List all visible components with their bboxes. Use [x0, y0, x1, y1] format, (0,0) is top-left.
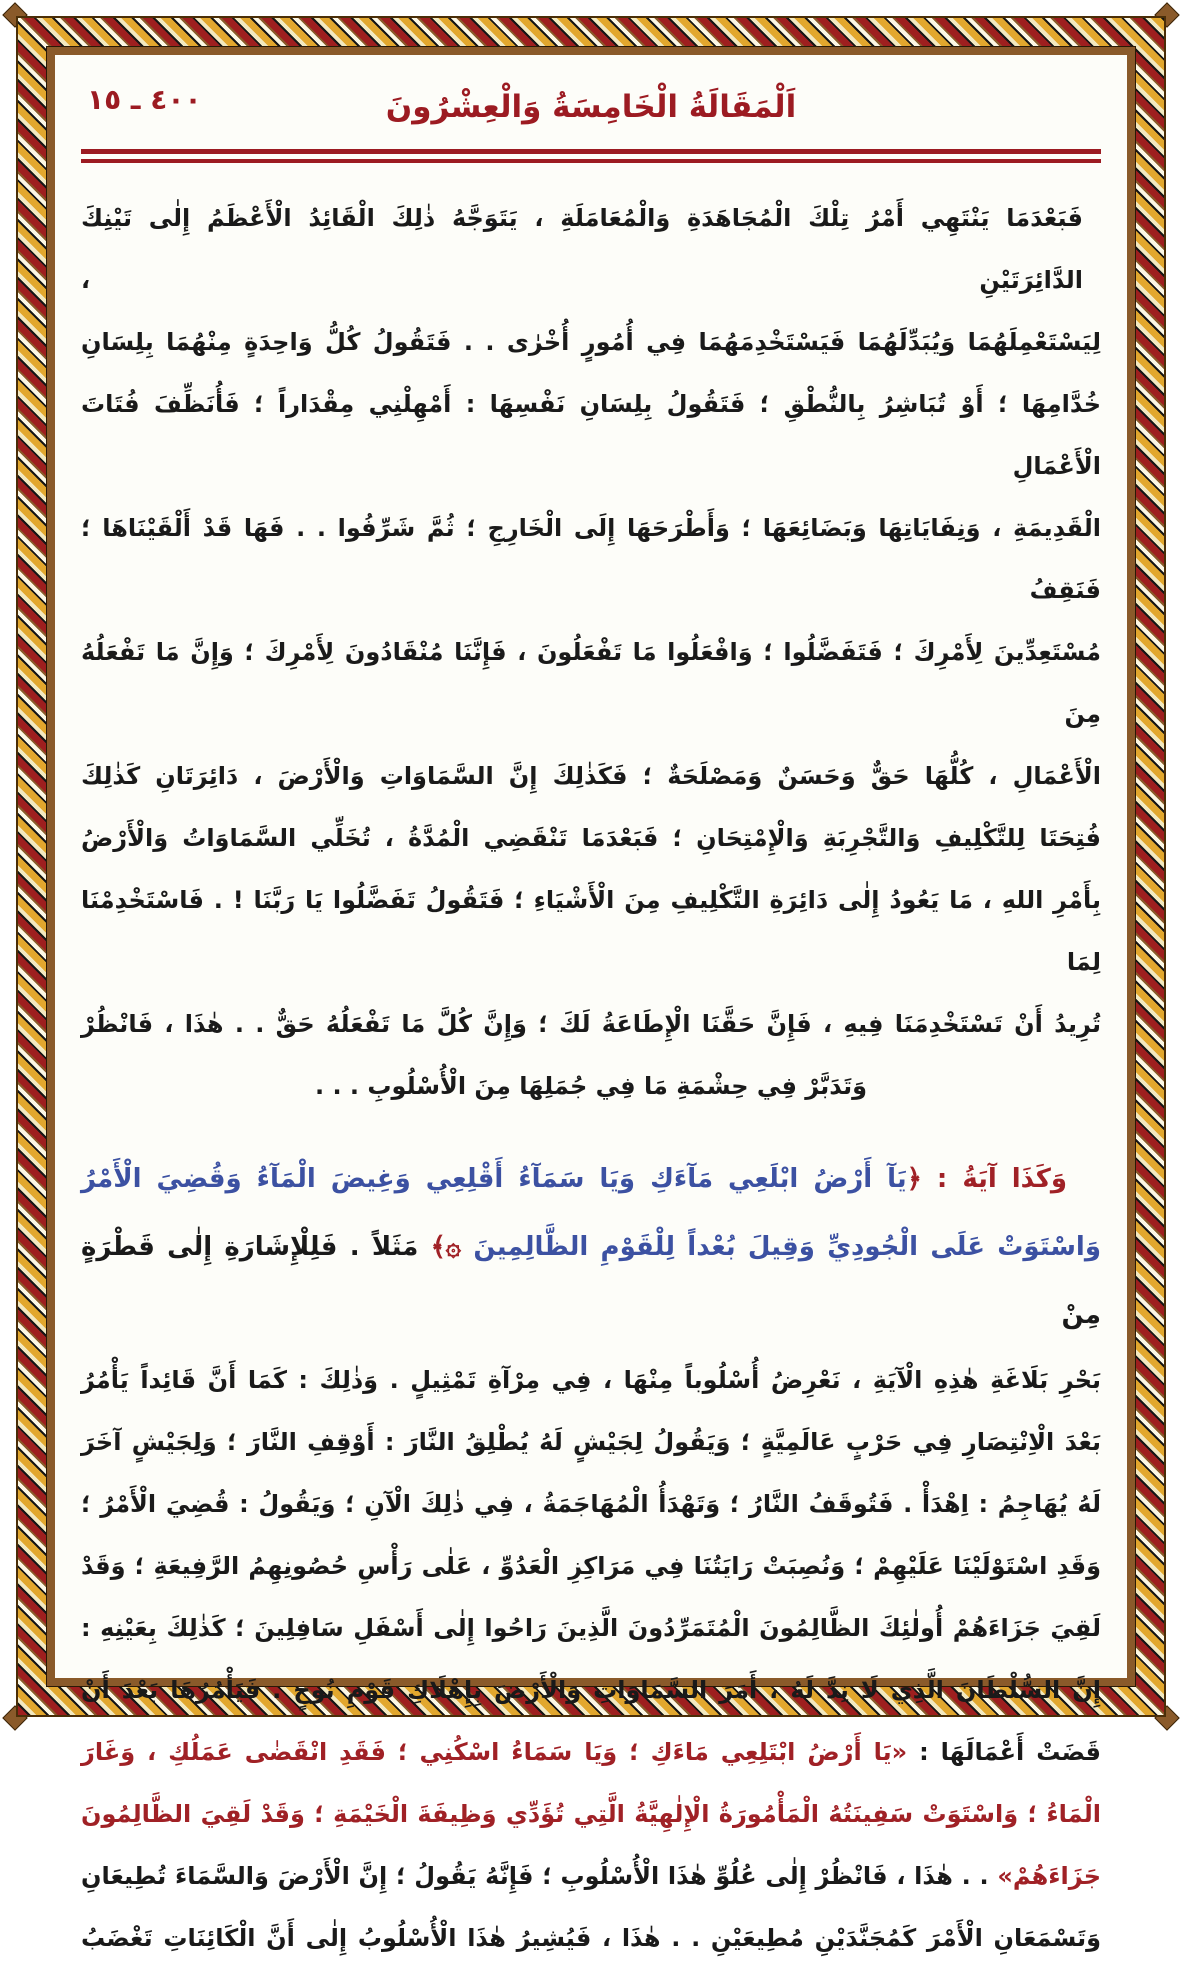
text-line	[81, 1907, 1101, 1969]
text-line	[81, 373, 1101, 497]
body-text-segment: الْأَعْمَالِ ، كُلُّهَا حَقٌّ وَحَسَنٌ وَمَصْلَحَةٌ ؛ فَكَذٰلِكَ إِنَّ السَّمَاوَاتِ وَالْأَرْضَ ، دَائِرَتَانِ كَذٰلِكَ	[81, 762, 1101, 790]
body-text-segment: لَقِيَ جَزَاءَهُمْ أُولٰئِكَ الظَّالِمُونَ الْمُتَمَرِّدُونَ الَّذِينَ رَاحُوا إِلٰى أَسْفَلِ سَافِلِينَ ؛ كَذٰلِكَ بِعَيْنِهِ :	[81, 1614, 1101, 1642]
text-line	[81, 869, 1101, 993]
page-number: ٤٠٠ ـ ١٥	[87, 83, 202, 116]
body-text-segment: فُتِحَتَا لِلتَّكْلِيفِ وَالتَّجْرِبَةِ وَالْإِمْتِحَانِ ؛ فَبَعْدَمَا تَنْقَضِي الْمُدَّةُ ، تُخَلِّي السَّمَاوَاتُ وَالْأَرْضُ	[81, 824, 1101, 852]
highlight-text: ﴿	[906, 1164, 922, 1194]
text-line	[81, 1213, 1101, 1349]
page-header	[81, 75, 1101, 139]
body-text-segment: . . هٰذَا ، فَانْظُرْ إِلٰى عُلُوِّ هٰذَا الْأُسْلُوبِ ؛ فَإِنَّهُ يَقُولُ ؛ إِنَّ الْأَرْضَ وَالسَّمَاءَ تُطِيعَانِ	[81, 1862, 998, 1890]
body-text-segment: بِأَمْرِ اللهِ ، مَا يَعُودُ إِلٰى دَائِرَةِ التَّكْلِيفِ مِنَ الْأَشْيَاءِ ؛ فَتَقُولُ تَفَضَّلُوا يَا رَبَّنَا ! . فَاسْتَخْدِمْنَا لِمَا	[81, 886, 1101, 976]
body-text-segment: لَهُ يُهَاجِمُ : اِهْدَأْ . فَتُوقَفُ النَّارُ ؛ وَتَهْدَأُ الْمُهَاجَمَةُ ، فِي ذٰلِكَ الْآنِ ؛ وَيَقُولُ : قُضِيَ الْأَمْرُ ؛	[81, 1490, 1101, 1518]
body-text-segment: وَقَدِ اسْتَوْلَيْنَا عَلَيْهِمْ ؛ وَنُصِبَتْ رَايَتُنَا فِي مَرَاكِزِ الْعَدُوِّ ، عَلٰى رَأْسِ حُصُونِهِمُ الرَّفِيعَةِ ؛ وَقَدْ	[81, 1552, 1101, 1580]
body-text-segment: إِنَّ السُّلْطَانَ الَّذِي لَا نِدَّ لَهُ ، أَمَرَ السَّمَاوَاتِ وَالْأَرْضَ بِإِهْلَاكِ قَوْمِ نُوحٍ . فَيَأْمُرُهَا بَعْدَ أَنْ	[81, 1676, 1101, 1704]
highlight-text: وَكَذَا آيَةُ :	[921, 1164, 1067, 1194]
text-line	[81, 1845, 1101, 1907]
text-line	[81, 1783, 1101, 1845]
body-text-segment: بَحْرِ بَلَاغَةِ هٰذِهِ الْآيَةِ ، نَعْرِضُ أُسْلُوباً مِنْهَا ، فِي مِرْآةِ تَمْثِيلٍ . وَذٰلِكَ : كَمَا أَنَّ قَائِداً يَأْمُرُ	[81, 1366, 1101, 1394]
body-text-segment: قَضَتْ أَعْمَالَهَا :	[907, 1738, 1101, 1766]
text-line	[81, 1659, 1101, 1721]
body-text-segment: وَتَدَبَّرْ فِي حِشْمَةِ مَا فِي جُمَلِهَا مِنَ الْأُسْلُوبِ . . .	[314, 1072, 868, 1100]
text-line	[81, 1055, 1101, 1117]
verse-text: يَآ أَرْضُ ابْلَعِي مَآءَكِ وَيَا سَمَآءُ أَقْلِعِي وَغِيضَ الْمَآءُ وَقُضِيَ الْأَمْرُ	[81, 1164, 907, 1194]
body-text	[81, 187, 1101, 1969]
text-line	[81, 621, 1101, 745]
body-text-segment: وَتَسْمَعَانِ الْأَمْرَ كَمُجَنَّدَيْنِ مُطِيعَيْنِ . . هٰذَا ، فَيُشِيرُ هٰذَا الْأُسْلُوبُ إِلٰى أَنَّ الْكَائِنَاتِ تَغْضَبُ	[81, 1924, 1101, 1952]
paragraph	[81, 187, 1101, 1117]
text-line	[81, 1145, 1101, 1213]
text-line	[81, 1411, 1101, 1473]
text-line	[81, 993, 1101, 1055]
body-text-segment: مُسْتَعِدِّينَ لِأَمْرِكَ ؛ فَتَفَضَّلُوا ؛ وَافْعَلُوا مَا تَفْعَلُونَ ، فَإِنَّنَا مُنْقَادُونَ لِأَمْرِكَ ؛ وَإِنَّ مَا تَفْعَلُهُ مِنَ	[81, 638, 1101, 728]
text-line	[81, 1597, 1101, 1659]
text-line	[81, 1721, 1101, 1783]
body-text-segment: تُرِيدُ أَنْ تَسْتَخْدِمَنَا فِيهِ ، فَإِنَّ حَقَّنَا الْإِطَاعَةُ لَكَ ؛ وَإِنَّ كُلَّ مَا تَفْعَلُهُ حَقٌّ . . هٰذَا ، فَانْظُرْ	[81, 1010, 1101, 1038]
highlight-text: جَزَاءَهُمْ»	[997, 1862, 1101, 1890]
text-line	[81, 807, 1101, 869]
paragraph	[81, 1145, 1101, 1969]
header-rule	[81, 149, 1101, 163]
body-text-segment: مَثَلاً . فَلِلْإِشَارَةِ إِلٰى قَطْرَةٍ مِنْ	[81, 1232, 1101, 1330]
body-text-segment: لِيَسْتَعْمِلَهُمَا وَيُبَدِّلَهُمَا فَيَسْتَخْدِمَهُمَا فِي أُمُورٍ أُخْرٰى . . فَتَقُولُ كُلُّ وَاحِدَةٍ مِنْهُمَا بِلِسَانِ	[81, 328, 1101, 356]
body-text-segment: الْقَدِيمَةِ ، وَنِفَايَاتِهَا وَبَضَائِعَهَا ؛ وَأَطْرَحَهَا إِلَى الْخَارِجِ ؛ ثُمَّ شَرِّفُوا . . فَهَا قَدْ أَلْقَيْنَاهَا ؛ فَنَقِفُ	[81, 514, 1101, 604]
text-line	[81, 745, 1101, 807]
body-text-segment: فَبَعْدَمَا يَنْتَهِي أَمْرُ تِلْكَ الْمُجَاهَدَةِ وَالْمُعَامَلَةِ ، يَتَوَجَّهُ ذٰلِكَ الْقَائِدُ الْأَعْظَمُ إِلٰى تَيْنِكَ الدَّائِرَتَيْنِ ،	[81, 204, 1083, 294]
verse-text: وَاسْتَوَتْ عَلَى الْجُودِيِّ وَقِيلَ بُعْداً لِلْقَوْمِ الظَّالِمِينَ	[461, 1232, 1101, 1262]
page-content	[55, 55, 1127, 1952]
text-line	[81, 311, 1101, 373]
text-line	[81, 1349, 1101, 1411]
highlight-text: الْمَاءُ ؛ وَاسْتَوَتْ سَفِينَتُهُ الْمَأْمُورَةُ الْإِلٰهِيَّةُ الَّتِي تُؤَدِّي وَظِيفَةَ الْخَيْمَةِ ؛ وَقَدْ لَقِيَ الظَّالِمُونَ	[81, 1800, 1101, 1828]
text-line	[81, 497, 1101, 621]
page-title: اَلْمَقَالَةُ الْخَامِسَةُ وَالْعِشْرُونَ	[385, 89, 797, 125]
text-line	[81, 1473, 1101, 1535]
body-text-segment: خُدَّامِهَا ؛ أَوْ تُبَاشِرُ بِالنُّطْقِ ؛ فَتَقُولُ بِلِسَانِ نَفْسِهَا : أَمْهِلْنِي مِقْدَاراً ؛ فَأُنَظِّفَ فُتَاتَ الْأَعْمَالِ	[81, 390, 1101, 480]
highlight-text: «يَا أَرْضُ ابْتَلِعِي مَاءَكِ ؛ وَيَا سَمَاءُ اسْكُنِي ؛ فَقَدِ انْقَضٰى عَمَلُكِ ، وَغَارَ	[81, 1738, 908, 1766]
body-text-segment: بَعْدَ الْاِنْتِصَارِ فِي حَرْبٍ عَالَمِيَّةٍ ؛ وَيَقُولُ لِجَيْشٍ لَهُ يُطْلِقُ النَّارَ : أَوْقِفِ النَّارَ ؛ وَلِجَيْشٍ آخَرَ	[81, 1428, 1101, 1456]
text-line	[81, 1535, 1101, 1597]
highlight-text: ۞﴾	[418, 1232, 462, 1262]
text-line	[81, 187, 1101, 311]
